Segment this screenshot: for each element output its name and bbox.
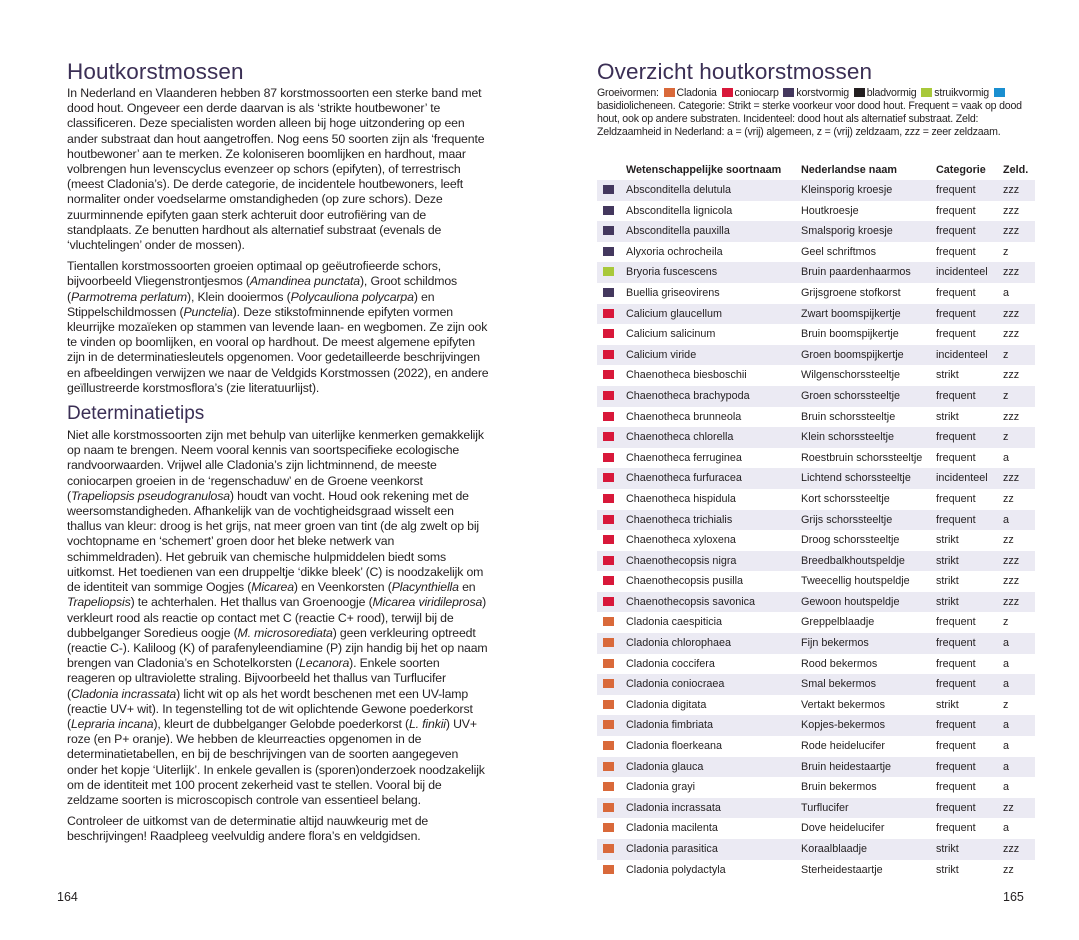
rarity-cell: a [1003, 719, 1010, 732]
growth-form-swatch-icon [603, 720, 614, 729]
rarity-cell: zzz [1003, 472, 1020, 485]
left-column [67, 58, 489, 851]
legend-swatch-icon [854, 88, 865, 97]
legend [597, 87, 1035, 139]
rarity-cell: zzz [1003, 266, 1020, 279]
table-row [597, 262, 1035, 283]
legend-label: korstvormig [796, 87, 849, 99]
growth-form-swatch-icon [603, 350, 614, 359]
dutch-name-cell: Bruin heidestaartje [801, 760, 892, 773]
scientific-name-cell: Chaenothecopsis pusilla [626, 575, 744, 588]
header-category: Categorie [936, 164, 986, 176]
category-cell: frequent [936, 204, 976, 217]
category-cell: strikt [936, 369, 959, 382]
tips-paragraph-2: Controleer de uitkomst van de determinatie altijd nauwkeurig met de beschrijvingen! Raadpleeg veelvuldig andere flora’s en veldgidsen. [67, 814, 429, 844]
growth-form-swatch-icon [603, 679, 614, 688]
scientific-name-cell: Absconditella lignicola [626, 204, 733, 217]
scientific-name-cell: Cladonia coccifera [626, 657, 715, 670]
scientific-name-cell: Cladonia glauca [626, 760, 704, 773]
growth-form-swatch-icon [603, 700, 614, 709]
category-cell: incidenteel [936, 348, 988, 361]
rarity-cell: zzz [1003, 204, 1020, 217]
category-cell: frequent [936, 678, 976, 691]
growth-form-swatch-icon [603, 597, 614, 606]
scientific-name-cell: Cladonia grayi [626, 781, 696, 794]
rarity-cell: zzz [1003, 184, 1020, 196]
table-row [597, 530, 1035, 551]
rarity-cell: zzz [1003, 595, 1020, 608]
table-row [597, 345, 1035, 366]
table-row [597, 324, 1035, 345]
rarity-cell: a [1003, 451, 1010, 464]
dutch-name-cell: Turflucifer [801, 801, 849, 814]
dutch-name-cell: Greppelblaadje [801, 616, 875, 629]
intro-paragraph-2: Tientallen korstmossoorten groeien optimaal op geëutrofieerde schors, bijvoorbeeld Vliegenstrontjesmos (Amandinea punctata), Groot schildmos (Parmotrema perlatum), Klein dooiermos (Polycauliona polycarpa) en Stippelschildmossen (Punctelia). Deze stikstofminnende epifyten vormen kleurrijke mozaïeken op stammen van levende laan- en wegbomen. Ze zijn ook te vinden op boomlijken, en vooral op hardhout. De meest algemene epifyten zijn in de determinatiesleutels opgenomen. Voor gedetailleerde beschrijvingen en afbeeldingen verwijzen we naar de Veldgids Korstmossen (2022), en andere geïllustreerde korstmosflora’s (zie literatuurlijst). [67, 259, 489, 395]
rarity-cell: zzz [1003, 410, 1020, 423]
legend-label: struikvormig [934, 87, 989, 99]
table-row [597, 860, 1035, 881]
scientific-name-cell: Buellia griseovirens [626, 286, 720, 299]
dutch-name-cell: Bruin bekermos [801, 781, 877, 794]
legend-intro: Groeivormen: [597, 87, 659, 99]
scientific-name-cell: Chaenotheca furfuracea [626, 472, 742, 485]
scientific-name-cell: Cladonia floerkeana [626, 740, 723, 753]
rarity-cell: a [1003, 740, 1010, 753]
scientific-name-cell: Absconditella pauxilla [626, 225, 730, 238]
table-row [597, 427, 1035, 448]
category-cell: frequent [936, 492, 976, 505]
dutch-name-cell: Groen schorssteeltje [801, 389, 901, 402]
rarity-cell: a [1003, 637, 1010, 650]
category-cell: incidenteel [936, 472, 988, 485]
rarity-cell: a [1003, 678, 1010, 691]
category-cell: frequent [936, 513, 976, 526]
growth-form-swatch-icon [603, 638, 614, 647]
table-row [597, 695, 1035, 716]
category-cell: frequent [936, 286, 976, 299]
table-row [597, 407, 1035, 428]
category-cell: frequent [936, 389, 976, 402]
table-row [597, 798, 1035, 819]
dutch-name-cell: Bruin paardenhaarmos [801, 266, 911, 279]
category-cell: strikt [936, 698, 959, 711]
category-cell: strikt [936, 863, 959, 876]
section-title: Determinatietips [67, 403, 205, 425]
table-row [597, 489, 1035, 510]
dutch-name-cell: Grijsgroene stofkorst [801, 286, 901, 299]
legend-swatch-icon [921, 88, 932, 97]
table-row [597, 201, 1035, 222]
category-cell: frequent [936, 245, 976, 258]
table-row [597, 468, 1035, 489]
dutch-name-cell: Sterheidestaartje [801, 863, 883, 876]
growth-form-swatch-icon [603, 659, 614, 668]
category-cell: strikt [936, 595, 959, 608]
category-cell: strikt [936, 534, 959, 547]
header-dutch-name: Nederlandse naam [801, 164, 898, 176]
dutch-name-cell: Rode heidelucifer [801, 740, 886, 753]
rarity-cell: zzz [1003, 225, 1020, 238]
dutch-name-cell: Vertakt bekermos [801, 698, 886, 711]
rarity-cell: a [1003, 286, 1010, 299]
scientific-name-cell: Chaenotheca chlorella [626, 431, 734, 444]
right-page [540, 0, 1079, 940]
table-row [597, 715, 1035, 736]
growth-form-swatch-icon [603, 556, 614, 565]
scientific-name-cell: Cladonia digitata [626, 698, 707, 711]
growth-form-swatch-icon [603, 267, 614, 276]
scientific-name-cell: Chaenotheca brunneola [626, 410, 742, 423]
rarity-cell: z [1003, 698, 1009, 711]
page-number-right: 165 [1003, 890, 1024, 904]
legend-swatch-icon [722, 88, 733, 97]
scientific-name-cell: Cladonia macilenta [626, 822, 718, 835]
scientific-name-cell: Chaenotheca biesboschii [626, 369, 747, 382]
rarity-cell: a [1003, 822, 1010, 835]
table-row [597, 757, 1035, 778]
page-title: Houtkorstmossen [67, 59, 244, 84]
table-row [597, 365, 1035, 386]
table-header [597, 162, 1035, 182]
scientific-name-cell: Chaenotheca brachypoda [626, 389, 750, 402]
overview-title: Overzicht houtkorstmossen [597, 59, 873, 84]
category-cell: frequent [936, 637, 976, 650]
growth-form-swatch-icon [603, 782, 614, 791]
table-row [597, 283, 1035, 304]
legend-swatch-icon [664, 88, 675, 97]
intro-paragraph-1: In Nederland en Vlaanderen hebben 87 korstmossoorten een sterke band met dood hout. Ongeveer een derde daarvan is als ‘strikte houtbewoner’ te classificeren. Deze specialisten worden alleen bij hoge uitzondering op een ander substraat dan hout aangetroffen. Nog eens 50 soorten zijn als ‘frequente houtbewoner’ aan te merken. Ze koloniseren boomlijken en hardhout, maar volbrengen hun levenscyclus evenzeer op schors (epifyten), of terrestrisch (meest Cladonia’s). De derde categorie, de incidentele houtbewoners, leeft normaliter onder voedselarme omstandigheden (op zure schors). Deze zuurminnende epifyten gaan sterk achteruit door eutrofiëring van de standplaats. Ze benutten hardhout als alternatief substraat (evenals de ‘vluchtelingen’ onder de mossen). [67, 86, 485, 253]
growth-form-swatch-icon [603, 226, 614, 235]
growth-form-swatch-icon [603, 617, 614, 626]
growth-form-swatch-icon [603, 206, 614, 215]
growth-form-swatch-icon [603, 823, 614, 832]
rarity-cell: a [1003, 513, 1010, 526]
table-row [597, 386, 1035, 407]
table-row [597, 180, 1035, 201]
dutch-name-cell: Kopjes-bekermos [801, 719, 886, 732]
scientific-name-cell: Chaenothecopsis savonica [626, 595, 756, 608]
category-cell: frequent [936, 184, 976, 196]
category-cell: frequent [936, 657, 976, 670]
dutch-name-cell: Breedbalkhoutspeldje [801, 554, 905, 567]
scientific-name-cell: Cladonia fimbriata [626, 719, 714, 732]
header-scientific-name: Wetenschappelijke soortnaam [626, 164, 782, 176]
dutch-name-cell: Kleinsporig kroesje [801, 184, 893, 196]
category-cell: strikt [936, 843, 959, 855]
growth-form-swatch-icon [603, 432, 614, 441]
category-cell: strikt [936, 410, 959, 423]
growth-form-swatch-icon [603, 494, 614, 503]
table-row [597, 633, 1035, 654]
scientific-name-cell: Cladonia coniocraea [626, 678, 725, 691]
legend-label: basidiolicheneen. [597, 100, 676, 112]
category-cell: strikt [936, 575, 959, 588]
growth-form-swatch-icon [603, 370, 614, 379]
scientific-name-cell: Chaenotheca xyloxena [626, 534, 736, 547]
dutch-name-cell: Tweecellig houtspeldje [801, 575, 910, 588]
table-row [597, 592, 1035, 613]
growth-form-swatch-icon [603, 844, 614, 853]
rarity-cell: zz [1003, 534, 1014, 547]
growth-form-swatch-icon [603, 288, 614, 297]
dutch-name-cell: Houtkroesje [801, 204, 859, 217]
scientific-name-cell: Cladonia parasitica [626, 843, 718, 855]
dutch-name-cell: Kort schorssteeltje [801, 492, 890, 505]
category-cell: frequent [936, 616, 976, 629]
scientific-name-cell: Calicium salicinum [626, 328, 716, 341]
scientific-name-cell: Chaenotheca trichialis [626, 513, 733, 526]
table-row [597, 818, 1035, 839]
table-row [597, 304, 1035, 325]
right-column [597, 58, 1035, 876]
scientific-name-cell: Absconditella delutula [626, 184, 732, 196]
legend-label: Cladonia [676, 87, 717, 99]
rarity-cell: a [1003, 760, 1010, 773]
rarity-cell: z [1003, 245, 1009, 258]
legend-swatch-icon [994, 88, 1005, 97]
rarity-cell: zz [1003, 863, 1014, 876]
dutch-name-cell: Droog schorssteeltje [801, 534, 900, 547]
rarity-cell: zzz [1003, 575, 1020, 588]
category-cell: frequent [936, 760, 976, 773]
dutch-name-cell: Groen boomspijkertje [801, 348, 904, 361]
growth-form-swatch-icon [603, 247, 614, 256]
category-cell: frequent [936, 801, 976, 814]
category-cell: frequent [936, 328, 976, 341]
dutch-name-cell: Bruin boomspijkertje [801, 328, 899, 341]
table-row [597, 571, 1035, 592]
category-cell: frequent [936, 740, 976, 753]
header-rarity: Zeld. [1003, 164, 1029, 176]
dutch-name-cell: Smalsporig kroesje [801, 225, 893, 238]
growth-form-swatch-icon [603, 762, 614, 771]
dutch-name-cell: Dove heidelucifer [801, 822, 885, 835]
table-row [597, 654, 1035, 675]
tips-paragraph-1: Niet alle korstmossoorten zijn met behulp van uiterlijke kenmerken gemakkelijk op naam te brengen. Neem vooral kennis van soortspecifieke ecologische randvoorwaarden. Vrijwel alle Cladonia’s zijn lichtminnend, de meeste coniocarpen groeien in de ‘regenschaduw’ en de Groene veenkorst (Trapeliopsis pseudogranulosa) houdt van vocht. Houd ook rekening met de weersomstandigheden. Afhankelijk van de vochtigheidsgraad wisselt een thallus van kleur: droog is het grijs, nat meer groen van tint (de alg zwelt op bij vochtopname en ‘schemert’ groen door het bleke netwerk van schimmeldraden). Het gebruik van chemische hulpmiddelen biedt soms uitkomst. Het toedienen van een druppeltje ‘dikke bleek’ (C) is noodzakelijk om de identiteit van sommige Oogjes (Micarea) en Veenkorsten (Placynthiella en Trapeliopsis) te achterhalen. Het thallus van Groenoogje (Micarea viridileprosa) verkleurt rood als reactie op contact met C (reactie C+ rood), terwijl bij de dubbelganger Soredieus oogje (M. microsorediata) geen verkleuring optreedt (reactie C-). Kaliloog (K) of parafenyleendiamine (P) zijn handig bij het op naam brengen van Cladonia’s en Schotelkorsten (Lecanora). Enkele soorten reageren op ultraviolette straling. Bijvoorbeeld het thallus van Turflucifer (Cladonia incrassata) licht wit op als het wordt beschenen met een UV-lamp (reactie UV+ wit). In tegenstelling tot de wit oplichtende Gewone poederkorst (Lepraria incana), kleurt de dubbelganger Gelobde poederkorst (L. finkii) UV+ roze (en P+ oranje). We hebben de kleurreacties opgenomen in de determinatietabellen, en bij de beschrijvingen van de soorten aangegeven onder het kopje ‘Uiterlijk’. In enkele gevallen is (sporen)onderzoek noodzakelijk om de identiteit met 100 procent zekerheid vast te stellen. Vooral bij de zeldzame soorten is microscopisch controle van essentieel belang. [67, 428, 488, 807]
scientific-name-cell: Chaenothecopsis nigra [626, 554, 737, 567]
table-row [597, 839, 1035, 860]
rarity-cell: z [1003, 616, 1009, 629]
dutch-name-cell: Koraalblaadje [801, 843, 868, 855]
rarity-cell: zz [1003, 492, 1014, 505]
growth-form-swatch-icon [603, 453, 614, 462]
rarity-cell: zzz [1003, 369, 1020, 382]
scientific-name-cell: Alyxoria ochrocheila [626, 245, 723, 258]
table-row [597, 242, 1035, 263]
table-row [597, 510, 1035, 531]
rarity-cell: z [1003, 348, 1009, 361]
category-cell: frequent [936, 431, 976, 444]
scientific-name-cell: Cladonia chlorophaea [626, 637, 732, 650]
growth-form-swatch-icon [603, 185, 614, 194]
table-row [597, 674, 1035, 695]
rarity-cell: zzz [1003, 843, 1020, 855]
dutch-name-cell: Klein schorssteeltje [801, 431, 895, 444]
growth-form-swatch-icon [603, 412, 614, 421]
dutch-name-cell: Geel schriftmos [801, 245, 876, 258]
dutch-name-cell: Roestbruin schorssteeltje [801, 451, 923, 464]
table-row [597, 777, 1035, 798]
growth-form-swatch-icon [603, 391, 614, 400]
growth-form-swatch-icon [603, 741, 614, 750]
scientific-name-cell: Cladonia polydactyla [626, 863, 726, 876]
dutch-name-cell: Bruin schorssteeltje [801, 410, 896, 423]
growth-form-swatch-icon [603, 329, 614, 338]
page-number-left: 164 [57, 890, 78, 904]
scientific-name-cell: Chaenotheca ferruginea [626, 451, 742, 464]
dutch-name-cell: Rood bekermos [801, 657, 878, 670]
scientific-name-cell: Chaenotheca hispidula [626, 492, 736, 505]
legend-label: bladvormig [866, 87, 917, 99]
dutch-name-cell: Zwart boomspijkertje [801, 307, 901, 320]
category-cell: frequent [936, 822, 976, 835]
rarity-cell: zz [1003, 801, 1014, 814]
category-cell: strikt [936, 554, 959, 567]
rarity-cell: a [1003, 657, 1010, 670]
growth-form-swatch-icon [603, 535, 614, 544]
table-row [597, 221, 1035, 242]
category-cell: incidenteel [936, 266, 988, 279]
dutch-name-cell: Fijn bekermos [801, 637, 869, 650]
rarity-cell: z [1003, 389, 1009, 402]
scientific-name-cell: Cladonia incrassata [626, 801, 721, 814]
growth-form-swatch-icon [603, 803, 614, 812]
scientific-name-cell: Calicium viride [626, 348, 697, 361]
growth-form-swatch-icon [603, 309, 614, 318]
category-cell: frequent [936, 719, 976, 732]
species-table [597, 180, 1035, 880]
dutch-name-cell: Grijs schorssteeltje [801, 513, 893, 526]
category-cell: frequent [936, 225, 976, 238]
table-row [597, 448, 1035, 469]
table-row [597, 736, 1035, 757]
legend-text: Categorie: Strikt = sterke voorkeur voor dood hout. Frequent = vaak op dood hout, ook op andere substraten. Incidenteel: dood hout als alternatief substraat. Zeld: Zeldzaamheid in Nederland: a = (vrij) algemeen, z = (vrij) zeldzaam, zzz = zeer zeldzaam. [597, 100, 1022, 138]
growth-form-swatch-icon [603, 865, 614, 874]
scientific-name-cell: Calicium glaucellum [626, 307, 723, 320]
dutch-name-cell: Lichtend schorssteeltje [801, 472, 911, 485]
category-cell: frequent [936, 451, 976, 464]
dutch-name-cell: Smal bekermos [801, 678, 877, 691]
growth-form-swatch-icon [603, 473, 614, 482]
rarity-cell: a [1003, 781, 1010, 794]
scientific-name-cell: Bryoria fuscescens [626, 266, 718, 279]
rarity-cell: zzz [1003, 307, 1020, 320]
rarity-cell: zzz [1003, 554, 1020, 567]
rarity-cell: z [1003, 431, 1009, 444]
rarity-cell: zzz [1003, 328, 1020, 341]
table-row [597, 612, 1035, 633]
growth-form-swatch-icon [603, 515, 614, 524]
legend-swatch-icon [783, 88, 794, 97]
category-cell: frequent [936, 781, 976, 794]
table-row [597, 551, 1035, 572]
category-cell: frequent [936, 307, 976, 320]
dutch-name-cell: Gewoon houtspeldje [801, 595, 900, 608]
growth-form-swatch-icon [603, 576, 614, 585]
scientific-name-cell: Cladonia caespiticia [626, 616, 723, 629]
dutch-name-cell: Wilgenschorssteeltje [801, 369, 901, 382]
legend-label: coniocarp [734, 87, 779, 99]
